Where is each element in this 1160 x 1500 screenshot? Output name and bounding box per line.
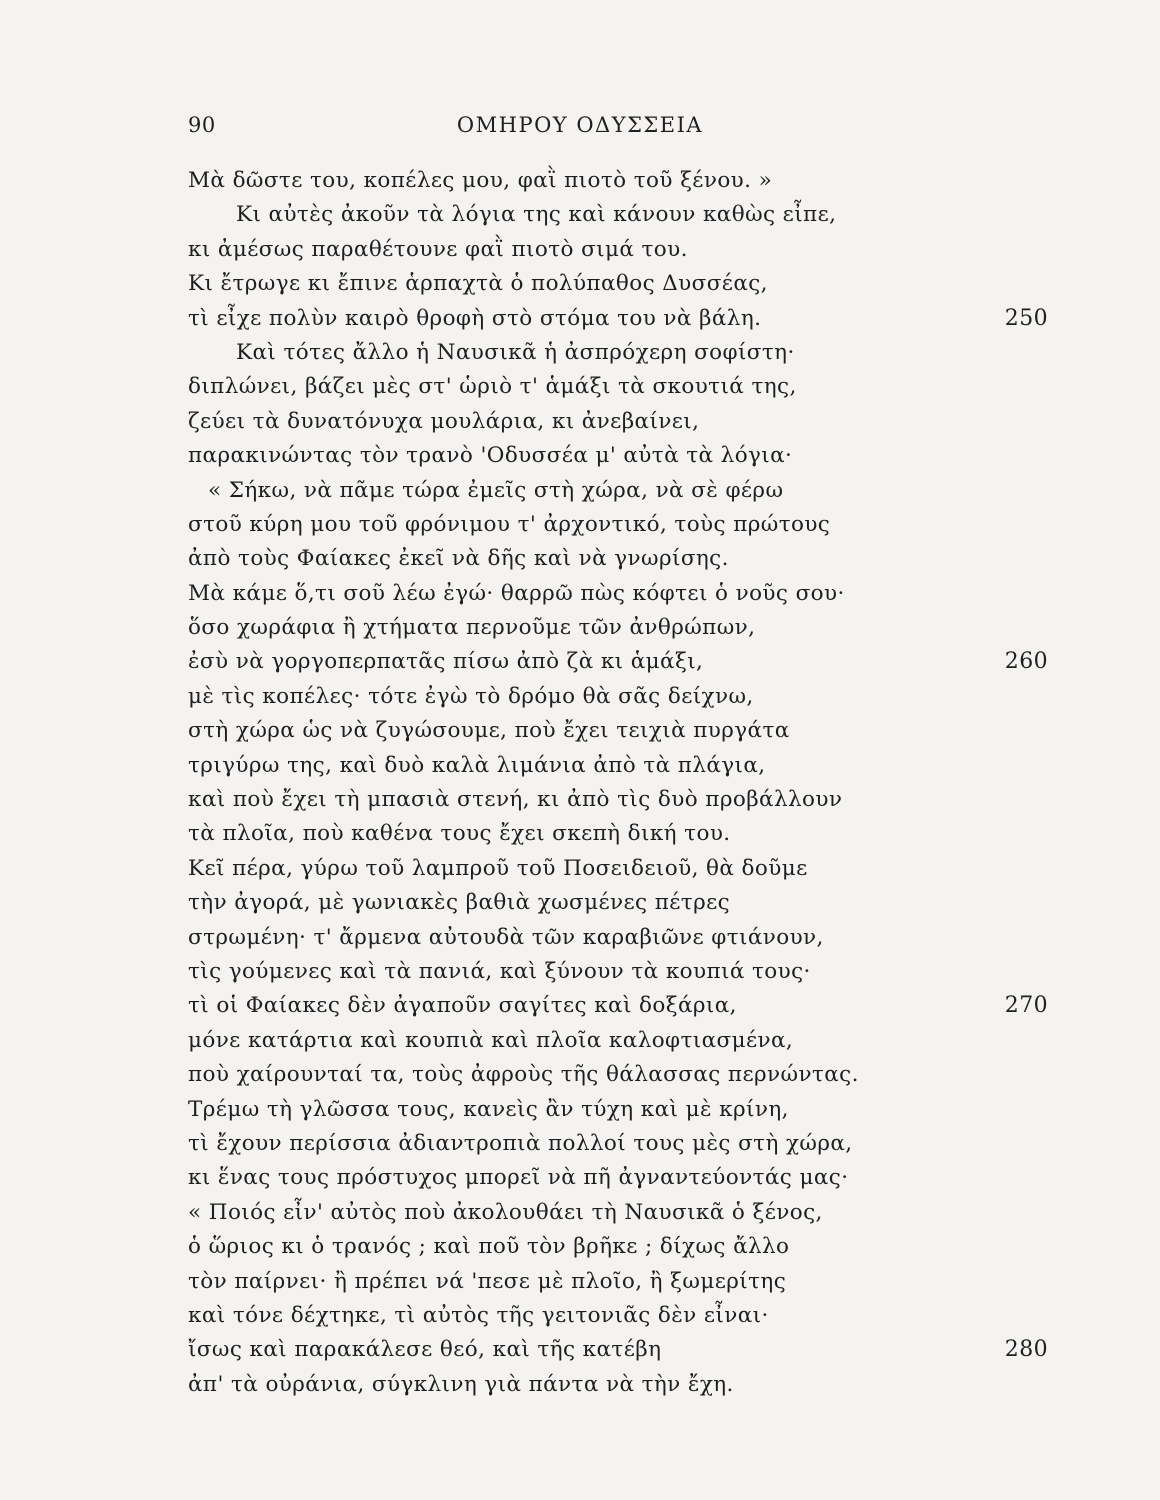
verse-line — [188, 405, 1048, 439]
verse-line — [188, 198, 1048, 232]
verse-text: ἀπὸ τοὺς Φαίακες ἐκεῖ νὰ δῆς καὶ νὰ γνωρίσης. — [188, 546, 729, 572]
verse-text: τριγύρω της, καὶ δυὸ καλὰ λιμάνια ἀπὸ τὰ πλάγια, — [188, 752, 766, 778]
verse-text: κι ἕνας τους πρόστυχος μπορεῖ νὰ πῆ ἀγναντεύοντάς μας· — [188, 1165, 849, 1191]
verse-line — [188, 1299, 1048, 1333]
verse-text: τὸν παίρνει· ἢ πρέπει νά 'πεσε μὲ πλοῖο, ἢ ξωμερίτης — [188, 1268, 787, 1294]
verse-text: ζεύει τὰ δυνατόνυχα μουλάρια, κι ἀνεβαίνει, — [188, 408, 700, 434]
verse-line — [188, 817, 1048, 851]
verse-line — [188, 714, 1048, 748]
line-number: 270 — [1004, 993, 1048, 1019]
verse-line — [188, 370, 1048, 404]
verse-line — [188, 577, 1048, 611]
verse-line — [188, 1093, 1048, 1127]
verse-text: στρωμένη· τ' ἄρμενα αὐτουδὰ τῶν καραβιῶνε φτιάνουν, — [188, 924, 824, 950]
verse-line — [188, 233, 1048, 267]
verse-text: Καὶ τότες ἄλλο ἡ Ναυσικᾶ ἡ ἀσπρόχερη σοφίστη· — [236, 339, 795, 365]
verse-line — [188, 1161, 1048, 1195]
verse-line — [188, 611, 1048, 645]
verse-line — [188, 1265, 1048, 1299]
verse-text: κι ἀμέσως παραθέτουνε φαῒ πιοτὸ σιμά του. — [188, 236, 688, 262]
verse-text: διπλώνει, βάζει μὲς στ' ὡριὸ τ' ἁμάξι τὰ σκουτιά της, — [188, 374, 797, 400]
verse-line — [188, 1368, 1048, 1402]
poem-text — [188, 164, 1048, 1402]
verse-text: ἀπ' τὰ οὐράνια, σύγκλινη γιὰ πάντα νὰ τὴν ἔχη. — [188, 1371, 734, 1397]
verse-line — [188, 336, 1048, 370]
verse-text: μόνε κατάρτια καὶ κουπιὰ καὶ πλοῖα καλοφτιασμένα, — [188, 1027, 794, 1053]
verse-text: Μὰ δῶστε του, κοπέλες μου, φαῒ πιοτὸ τοῦ ξένου. » — [188, 168, 773, 193]
verse-line — [188, 164, 1048, 198]
verse-line — [188, 1230, 1048, 1264]
verse-line — [188, 886, 1048, 920]
verse-text: τὶ ἔχουν περίσσια ἀδιαντροπιὰ πολλοί τους μὲς στὴ χώρα, — [188, 1130, 853, 1156]
verse-text: ὁ ὥριος κι ὁ τρανός ; καὶ ποῦ τὸν βρῆκε ; δίχως ἄλλο — [188, 1234, 790, 1260]
verse-text: τὶς γούμενες καὶ τὰ πανιά, καὶ ξύνουν τὰ κουπιά τους· — [188, 958, 811, 984]
verse-text: « Ποιός εἶν' αὐτὸς ποὺ ἀκολουθάει τὴ Ναυσικᾶ ὁ ξένος, — [188, 1199, 823, 1225]
verse-text: παρακινώντας τὸν τρανὸ 'Οδυσσέα μ' αὐτὰ τὰ λόγια· — [188, 443, 793, 469]
verse-line — [188, 267, 1048, 301]
verse-text: Κι αὐτὲς ἀκοῦν τὰ λόγια της καὶ κάνουν καθὼς εἶπε, — [236, 202, 837, 228]
verse-text: καὶ τόνε δέχτηκε, τὶ αὐτὸς τῆς γειτονιᾶς δὲν εἶναι· — [188, 1302, 769, 1328]
verse-line — [188, 783, 1048, 817]
verse-text: μὲ τὶς κοπέλες· τότε ἐγὼ τὸ δρόμο θὰ σᾶς δείχνω, — [188, 683, 754, 709]
verse-text: ἐσὺ νὰ γοργοπερπατᾶς πίσω ἀπὸ ζὰ κι ἁμάξι, — [188, 649, 704, 675]
line-number: 260 — [1004, 649, 1048, 675]
verse-text: Κεῖ πέρα, γύρω τοῦ λαμπροῦ τοῦ Ποσειδειοῦ, θὰ δοῦμε — [188, 855, 808, 881]
verse-text: στὴ χώρα ὡς νὰ ζυγώσουμε, ποὺ ἔχει τειχιὰ πυργάτα — [188, 718, 790, 744]
running-title: ΟΜΗΡΟΥ ΟΔΥΣΣΕΙΑ — [456, 113, 704, 137]
verse-line — [188, 542, 1048, 576]
verse-line — [188, 852, 1048, 886]
verse-text: καὶ ποὺ ἔχει τὴ μπασιὰ στενή, κι ἀπὸ τὶς δυὸ προβάλλουν — [188, 787, 843, 813]
verse-text: τὶ εἶχε πολὺν καιρὸ θροφὴ στὸ στόμα του νὰ βάλη. — [188, 305, 762, 331]
line-number: 250 — [1004, 305, 1048, 331]
verse-text: ὅσο χωράφια ἢ χτήματα περνοῦμε τῶν ἀνθρώπων, — [188, 615, 756, 641]
verse-line — [188, 955, 1048, 989]
verse-line — [188, 645, 1048, 679]
verse-line — [188, 508, 1048, 542]
verse-line — [188, 1024, 1048, 1058]
verse-text: ποὺ χαίρουνταί τα, τοὺς ἀφροὺς τῆς θάλασσας περνώντας. — [188, 1062, 859, 1088]
verse-text: τὶ οἱ Φαίακες δὲν ἀγαποῦν σαγίτες καὶ δοξάρια, — [188, 993, 737, 1019]
verse-line — [188, 474, 1048, 508]
verse-line — [188, 1333, 1048, 1367]
line-number: 280 — [1004, 1337, 1048, 1363]
verse-text: τὰ πλοῖα, ποὺ καθένα τους ἔχει σκεπὴ δική του. — [188, 821, 731, 847]
verse-text: στοῦ κύρη μου τοῦ φρόνιμου τ' ἀρχοντικό, τοὺς πρώτους — [188, 511, 831, 537]
verse-line — [188, 302, 1048, 336]
verse-line — [188, 921, 1048, 955]
verse-line — [188, 680, 1048, 714]
verse-line — [188, 1196, 1048, 1230]
verse-text: Κι ἔτρωγε κι ἔπινε ἁρπαχτὰ ὁ πολύπαθος Δυσσέας, — [188, 271, 768, 297]
verse-line — [188, 1058, 1048, 1092]
verse-text: ἴσως καὶ παρακάλεσε θεό, καὶ τῆς κατέβη — [188, 1337, 662, 1363]
verse-line — [188, 1127, 1048, 1161]
page-number: 90 — [188, 113, 216, 137]
verse-line — [188, 439, 1048, 473]
verse-text: « Σήκω, νὰ πᾶμε τώρα ἐμεῖς στὴ χώρα, νὰ σὲ φέρω — [208, 477, 784, 503]
verse-text: Τρέμω τὴ γλῶσσα τους, κανεὶς ἂν τύχη καὶ μὲ κρίνη, — [188, 1096, 789, 1122]
verse-text: τὴν ἀγορά, μὲ γωνιακὲς βαθιὰ χωσμένες πέτρες — [188, 890, 731, 916]
verse-line — [188, 749, 1048, 783]
verse-line — [188, 989, 1048, 1023]
verse-text: Μὰ κάμε ὅ,τι σοῦ λέω ἐγώ· θαρρῶ πὼς κόφτει ὁ νοῦς σου· — [188, 580, 845, 606]
